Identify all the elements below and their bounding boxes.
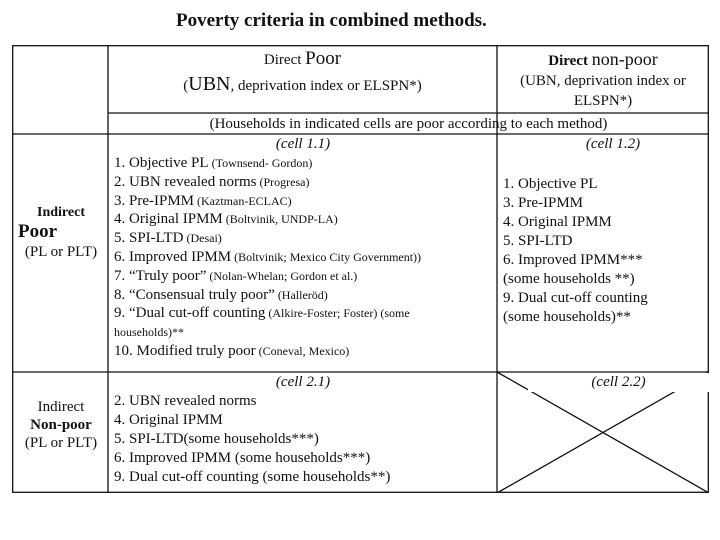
cell-1-2-item: 5. SPI-LTD — [503, 233, 573, 249]
row-nonpoor-line3: (PL or PLT) — [24, 435, 98, 451]
row-poor-line2: Poor — [18, 221, 58, 242]
row-nonpoor-line2: Non-poor — [30, 417, 92, 433]
cell-1-1-item: 1. Objective PL (Townsend- Gordon) — [114, 155, 313, 171]
row-label-indirect-poor — [14, 205, 108, 261]
cell-1-1-label: (cell 1.1) — [275, 136, 331, 152]
cell-1-1-item: 10. Modified truly poor (Coneval, Mexico) — [114, 342, 350, 359]
cell-1-2-item: 6. Improved IPMM*** — [503, 252, 643, 268]
cell-1-2-item: (some households)** — [503, 309, 631, 325]
header-direct-nonpoor — [498, 49, 708, 113]
cell-1-1-item: 6. Improved IPMM (Boltvinik; Mexico City Government)) — [114, 248, 422, 265]
cell-1-1 — [110, 135, 496, 361]
direct-poor-prefix: Direct — [263, 52, 306, 68]
cell-1-1-item: 2. UBN revealed norms (Progresa) — [114, 173, 310, 190]
row-poor-line1: Indirect — [37, 205, 85, 220]
cell-2-1-item: 2. UBN revealed norms — [114, 393, 257, 409]
cell-1-2 — [499, 135, 707, 327]
cell-2-1-item: 6. Improved IPMM (some households***) — [114, 450, 371, 466]
row-poor-line3: (PL or PLT) — [24, 244, 98, 260]
cell-2-1-item: 4. Original IPMM — [114, 412, 223, 428]
direct-nonpoor-main: non-poor — [591, 49, 658, 69]
criteria-table — [12, 45, 709, 493]
direct-poor-ubn: UBN — [188, 73, 231, 95]
row-nonpoor-line1: Indirect — [37, 399, 85, 415]
header-note: (Households in indicated cells are poor according to each method) — [209, 116, 608, 132]
cell-1-2-label: (cell 1.2) — [585, 136, 641, 152]
cell-2-1 — [110, 373, 496, 487]
direct-nonpoor-line2: (UBN, deprivation index or — [520, 73, 686, 89]
direct-poor-sub: , deprivation index or ELSPN*) — [230, 78, 422, 94]
cell-1-2-item: 9. Dual cut-off counting — [503, 290, 648, 306]
cell-1-1-item: 8. “Consensual truly poor” (Halleröd) — [114, 286, 328, 303]
cell-1-1-item: 5. SPI-LTD (Desai) — [114, 230, 222, 247]
cell-1-2-item: (some households **) — [503, 271, 635, 287]
row-label-indirect-nonpoor — [14, 398, 108, 452]
cell-2-1-item: 9. Dual cut-off counting (some households**) — [114, 469, 391, 485]
cell-1-1-item: 4. Original IPMM (Boltvinik, UNDP-LA) — [114, 211, 338, 228]
cell-2-2-label: (cell 2.2) — [528, 373, 709, 392]
direct-nonpoor-prefix: Direct — [548, 53, 592, 69]
direct-nonpoor-line3: ELSPN*) — [573, 93, 633, 109]
cell-2-1-item: 5. SPI-LTD(some households***) — [114, 431, 319, 447]
direct-poor-main: Poor — [305, 48, 342, 69]
cell-2-1-label: (cell 2.1) — [275, 374, 331, 390]
cell-1-1-item: 9. “Dual cut-off counting (Alkire-Foster; Foster) (some — [114, 305, 410, 322]
cell-1-2-item: 4. Original IPMM — [503, 214, 612, 230]
cell-1-1-item: 7. “Truly poor” (Nolan-Whelan; Gordon et al.) — [114, 267, 358, 284]
cell-1-1-item: households)** — [114, 325, 184, 340]
cell-1-2-item: 3. Pre-IPMM — [503, 195, 584, 211]
cell-1-1-item: 3. Pre-IPMM (Kaztman-ECLAC) — [114, 192, 292, 209]
cell-1-2-item: 1. Objective PL — [503, 176, 598, 192]
page-title: Poverty criteria in combined methods. — [176, 10, 487, 31]
header-direct-poor: Direct Poor (UBN, deprivation index or ELSPN*) — [183, 48, 422, 95]
